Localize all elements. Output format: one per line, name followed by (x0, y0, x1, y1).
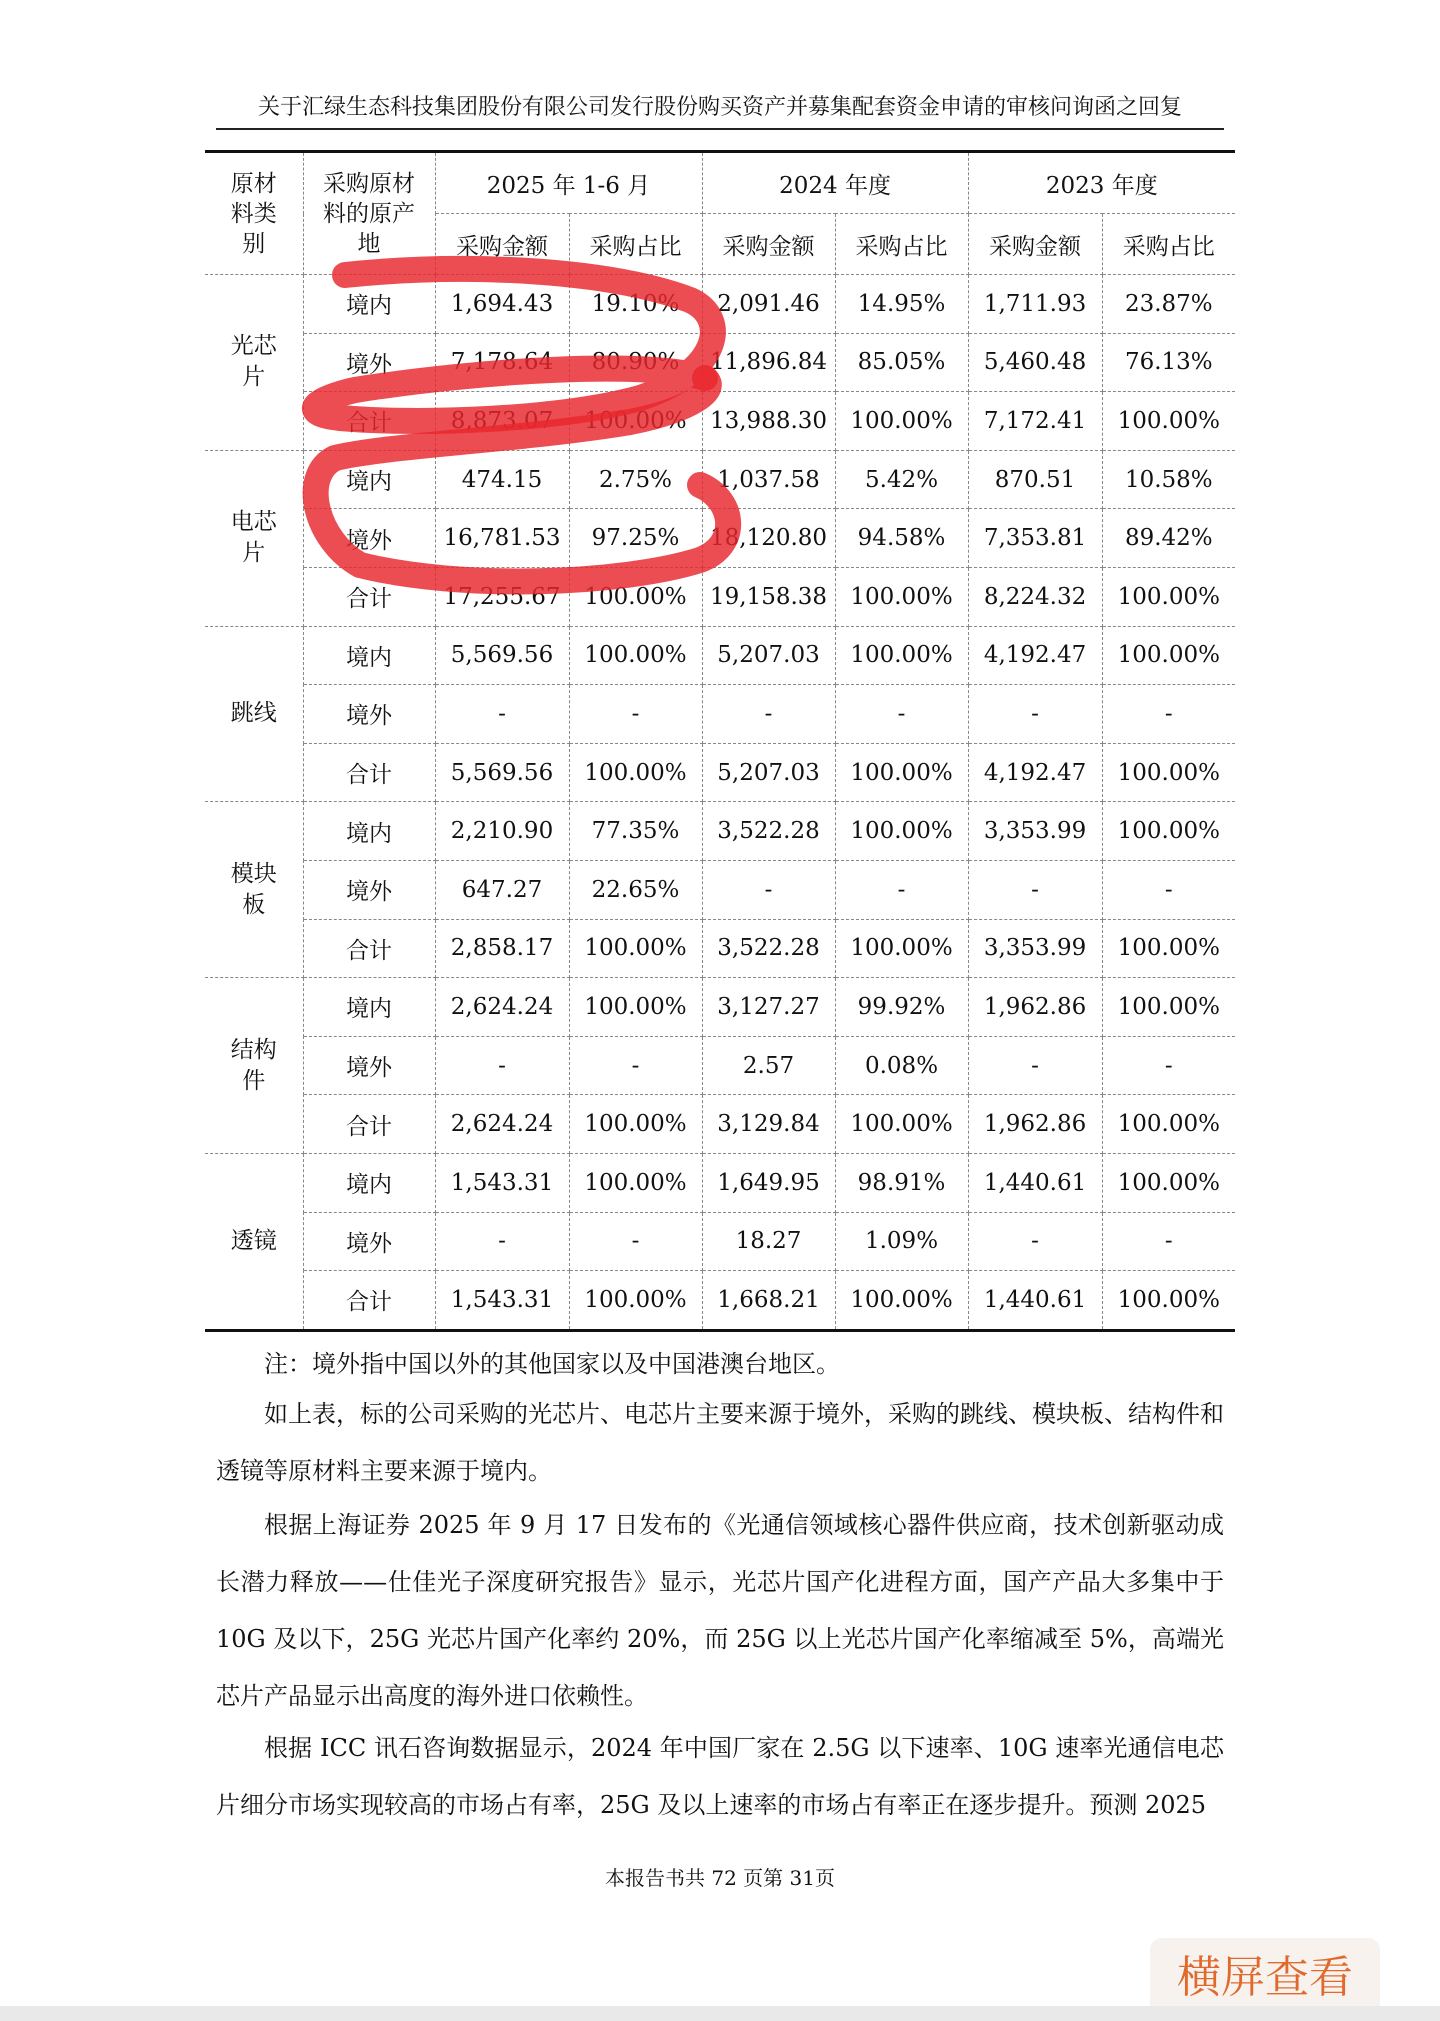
page-header: 关于汇绿生态科技集团股份有限公司发行股份购买资产并募集配套资金申请的审核问询函之回复 (216, 88, 1224, 130)
value-cell: 100.00% (569, 743, 702, 802)
value-cell: 3,353.99 (968, 919, 1102, 978)
bottom-bar (0, 2006, 1440, 2021)
value-cell: 2,858.17 (435, 919, 569, 978)
paragraph-2: 根据上海证券 2025 年 9 月 17 日发布的《光通信领域核心器件供应商，技术创新驱动成长潜力释放——仕佳光子深度研究报告》显示，光芯片国产化进程方面，国产产品大多集中于 10G 及以下，25G 光芯片国产化率约 20%，而 25G 以上光芯片国产化率缩减至 5%，高端光芯片产品显示出高度的海外进口依赖性。 (216, 1511, 1224, 1710)
value-cell: 11,896.84 (702, 333, 835, 392)
paragraph-1: 如上表，标的公司采购的光芯片、电芯片主要来源于境外，采购的跳线、模块板、结构件和透镜等原材料主要来源于境内。 (216, 1400, 1224, 1485)
origin-cell: 境内 (303, 626, 435, 685)
value-cell: - (835, 685, 968, 744)
value-cell: 14.95% (835, 275, 968, 334)
value-cell: 1,694.43 (435, 275, 569, 334)
value-cell: 1,543.31 (435, 1153, 569, 1212)
table-row (205, 275, 1235, 334)
origin-cell: 境外 (303, 333, 435, 392)
value-cell: 4,192.47 (968, 743, 1102, 802)
value-cell: 2,210.90 (435, 802, 569, 861)
value-cell: 16,781.53 (435, 509, 569, 568)
value-cell: 100.00% (835, 567, 968, 626)
value-cell: 100.00% (835, 626, 968, 685)
value-cell: 1,037.58 (702, 450, 835, 509)
table-row (205, 1036, 1235, 1095)
landscape-view-button[interactable]: 横屏查看 (1150, 1938, 1380, 2018)
table-row (205, 860, 1235, 919)
table-row (205, 1095, 1235, 1154)
value-cell: 2,091.46 (702, 275, 835, 334)
subheader-ratio: 采购占比 (569, 214, 702, 275)
value-cell: - (569, 1212, 702, 1271)
origin-cell: 合计 (303, 567, 435, 626)
value-cell: 5,460.48 (968, 333, 1102, 392)
table-row (205, 567, 1235, 626)
origin-cell: 境内 (303, 450, 435, 509)
value-cell: 0.08% (835, 1036, 968, 1095)
value-cell: 13,988.30 (702, 392, 835, 451)
origin-cell: 合计 (303, 392, 435, 451)
value-cell: 23.87% (1102, 275, 1235, 334)
value-cell: 19.10% (569, 275, 702, 334)
value-cell: 1,440.61 (968, 1153, 1102, 1212)
value-cell: 7,178.64 (435, 333, 569, 392)
value-cell: 5,207.03 (702, 626, 835, 685)
value-cell: 100.00% (1102, 1153, 1235, 1212)
note-paragraph: 注：境外指中国以外的其他国家以及中国港澳台地区。 (264, 1350, 840, 1378)
value-cell: - (702, 860, 835, 919)
value-cell: 100.00% (569, 919, 702, 978)
value-cell: 2,624.24 (435, 978, 569, 1037)
value-cell: 8,224.32 (968, 567, 1102, 626)
value-cell: 89.42% (1102, 509, 1235, 568)
value-cell: 1,440.61 (968, 1271, 1102, 1331)
value-cell: 2.75% (569, 450, 702, 509)
value-cell: - (1102, 860, 1235, 919)
value-cell: 3,522.28 (702, 802, 835, 861)
value-cell: - (968, 1036, 1102, 1095)
value-cell: 77.35% (569, 802, 702, 861)
value-cell: 100.00% (835, 1271, 968, 1331)
value-cell: 2.57 (702, 1036, 835, 1095)
value-cell: 474.15 (435, 450, 569, 509)
category-cell: 透镜 (205, 1153, 303, 1330)
paragraph-3: 根据 ICC 讯石咨询数据显示，2024 年中国厂家在 2.5G 以下速率、10G 速率光通信电芯片细分市场实现较高的市场占有率，25G 及以上速率的市场占有率正在逐步提升。预测 2025 (216, 1734, 1224, 1819)
subheader-amount: 采购金额 (435, 214, 569, 275)
value-cell: 19,158.38 (702, 567, 835, 626)
table-row (205, 919, 1235, 978)
value-cell: 100.00% (835, 392, 968, 451)
value-cell: 22.65% (569, 860, 702, 919)
value-cell: 76.13% (1102, 333, 1235, 392)
value-cell: 99.92% (835, 978, 968, 1037)
table-row (205, 392, 1235, 451)
value-cell: 100.00% (1102, 392, 1235, 451)
value-cell: 10.58% (1102, 450, 1235, 509)
value-cell: 3,127.27 (702, 978, 835, 1037)
value-cell: 3,353.99 (968, 802, 1102, 861)
value-cell: 100.00% (569, 1095, 702, 1154)
value-cell: 100.00% (1102, 1271, 1235, 1331)
origin-cell: 合计 (303, 1095, 435, 1154)
table-row (205, 1153, 1235, 1212)
table-row (205, 1271, 1235, 1331)
value-cell: 3,129.84 (702, 1095, 835, 1154)
value-cell: 100.00% (1102, 978, 1235, 1037)
category-cell: 跳线 (205, 626, 303, 802)
procurement-table (205, 150, 1235, 1332)
table-row (205, 509, 1235, 568)
table-row (205, 743, 1235, 802)
value-cell: 80.90% (569, 333, 702, 392)
value-cell: - (1102, 1036, 1235, 1095)
value-cell: - (702, 685, 835, 744)
origin-cell: 境内 (303, 1153, 435, 1212)
value-cell: 870.51 (968, 450, 1102, 509)
value-cell: 100.00% (1102, 743, 1235, 802)
value-cell: 5,569.56 (435, 743, 569, 802)
value-cell: - (968, 1212, 1102, 1271)
value-cell: 100.00% (1102, 802, 1235, 861)
value-cell: 98.91% (835, 1153, 968, 1212)
value-cell: 18.27 (702, 1212, 835, 1271)
value-cell: 97.25% (569, 509, 702, 568)
value-cell: 100.00% (569, 1271, 702, 1331)
value-cell: 100.00% (569, 392, 702, 451)
table-row (205, 1212, 1235, 1271)
value-cell: - (1102, 1212, 1235, 1271)
value-cell: 100.00% (835, 1095, 968, 1154)
value-cell: - (435, 1212, 569, 1271)
value-cell: 5.42% (835, 450, 968, 509)
origin-cell: 境内 (303, 802, 435, 861)
value-cell: 2,624.24 (435, 1095, 569, 1154)
value-cell: 3,522.28 (702, 919, 835, 978)
category-cell: 电芯片 (205, 450, 303, 626)
table-row (205, 802, 1235, 861)
header-origin: 采购原材料的原产地 (303, 152, 435, 275)
value-cell: - (569, 1036, 702, 1095)
value-cell: 1,649.95 (702, 1153, 835, 1212)
origin-cell: 合计 (303, 1271, 435, 1331)
table-row (205, 978, 1235, 1037)
origin-cell: 境外 (303, 685, 435, 744)
value-cell: 1,543.31 (435, 1271, 569, 1331)
value-cell: 85.05% (835, 333, 968, 392)
origin-cell: 合计 (303, 743, 435, 802)
value-cell: 7,353.81 (968, 509, 1102, 568)
table-row (205, 450, 1235, 509)
value-cell: 100.00% (569, 567, 702, 626)
value-cell: 100.00% (569, 978, 702, 1037)
value-cell: 1,962.86 (968, 1095, 1102, 1154)
value-cell: 1,668.21 (702, 1271, 835, 1331)
value-cell: 18,120.80 (702, 509, 835, 568)
origin-cell: 境外 (303, 509, 435, 568)
value-cell: 100.00% (835, 802, 968, 861)
origin-cell: 境外 (303, 1212, 435, 1271)
subheader-ratio: 采购占比 (835, 214, 968, 275)
origin-cell: 境外 (303, 860, 435, 919)
value-cell: 100.00% (569, 1153, 702, 1212)
category-cell: 模块板 (205, 802, 303, 978)
origin-cell: 合计 (303, 919, 435, 978)
value-cell: 5,207.03 (702, 743, 835, 802)
subheader-amount: 采购金额 (702, 214, 835, 275)
header-period-2024: 2024 年度 (702, 152, 968, 214)
value-cell: - (968, 685, 1102, 744)
table-row (205, 333, 1235, 392)
value-cell: 1,711.93 (968, 275, 1102, 334)
value-cell: 4,192.47 (968, 626, 1102, 685)
value-cell: 1,962.86 (968, 978, 1102, 1037)
value-cell: - (1102, 685, 1235, 744)
value-cell: 7,172.41 (968, 392, 1102, 451)
value-cell: 100.00% (1102, 919, 1235, 978)
table-row (205, 626, 1235, 685)
value-cell: 5,569.56 (435, 626, 569, 685)
value-cell: 94.58% (835, 509, 968, 568)
origin-cell: 境外 (303, 1036, 435, 1095)
value-cell: - (835, 860, 968, 919)
value-cell: 8,873.07 (435, 392, 569, 451)
value-cell: - (435, 685, 569, 744)
value-cell: 100.00% (1102, 567, 1235, 626)
value-cell: 100.00% (1102, 1095, 1235, 1154)
origin-cell: 境内 (303, 978, 435, 1037)
value-cell: 100.00% (835, 743, 968, 802)
header-category: 原材料类别 (205, 152, 303, 275)
value-cell: 100.00% (569, 626, 702, 685)
subheader-ratio: 采购占比 (1102, 214, 1235, 275)
header-period-2025h1: 2025 年 1-6 月 (435, 152, 702, 214)
category-cell: 结构件 (205, 978, 303, 1154)
header-period-2023: 2023 年度 (968, 152, 1235, 214)
value-cell: - (968, 860, 1102, 919)
value-cell: 17,255.67 (435, 567, 569, 626)
value-cell: - (569, 685, 702, 744)
page-footer: 本报告书共 72 页第 31页 (605, 1866, 835, 1890)
value-cell: 100.00% (835, 919, 968, 978)
origin-cell: 境内 (303, 275, 435, 334)
table-row (205, 685, 1235, 744)
value-cell: 100.00% (1102, 626, 1235, 685)
subheader-amount: 采购金额 (968, 214, 1102, 275)
value-cell: - (435, 1036, 569, 1095)
value-cell: 647.27 (435, 860, 569, 919)
category-cell: 光芯片 (205, 275, 303, 451)
value-cell: 1.09% (835, 1212, 968, 1271)
